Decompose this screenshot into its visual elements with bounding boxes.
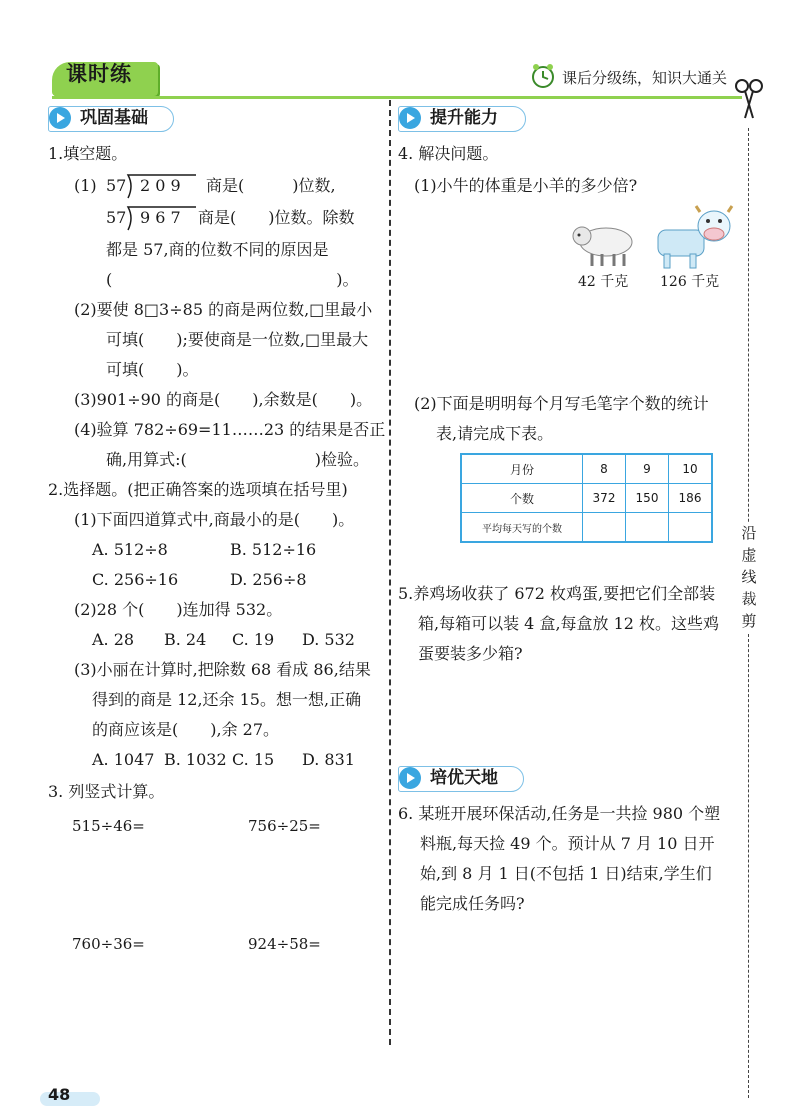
division-dividend: 2 0 9 <box>140 176 181 195</box>
sheep-weight: 42 千克 <box>578 274 629 290</box>
q2-p3-b: 得到的商是 12,还余 15。想一想,正确 <box>92 690 362 709</box>
stats-table <box>460 453 713 543</box>
q6-line: 6. 某班开展环保活动,任务是一共捡 980 个塑 <box>398 804 721 823</box>
q1-p2-a: (2)要使 8□3÷85 的商是两位数,□里最小 <box>74 300 373 319</box>
q1-p3: (3)901÷90 的商是( ),余数是( )。 <box>74 390 373 409</box>
table-header-cell: 个数 <box>461 484 583 513</box>
table-header-cell: 平均每天写的个数 <box>461 513 583 543</box>
q1-p2-b: 可填( );要使商是一位数,□里最大 <box>106 330 369 349</box>
table-cell: 8 <box>583 454 626 484</box>
table-cell: 150 <box>626 484 669 513</box>
q2-p3-a: (3)小丽在计算时,把除数 68 看成 86,结果 <box>74 660 371 679</box>
q4-p1: (1)小牛的体重是小羊的多少倍? <box>414 176 638 195</box>
q1-p1-num: (1) <box>74 176 97 195</box>
table-row <box>461 513 712 543</box>
sheep-image <box>568 218 638 268</box>
table-row <box>461 454 712 484</box>
table-header-cell: 月份 <box>461 454 583 484</box>
q5-line: 5.养鸡场收获了 672 枚鸡蛋,要把它们全部装 <box>398 584 716 603</box>
calc-item: 760÷36= <box>72 935 145 953</box>
q5-line: 蛋要装多少箱? <box>418 644 523 663</box>
table-cell-empty[interactable] <box>626 513 669 543</box>
q5-line: 箱,每箱可以装 4 盒,每盒放 12 枚。这些鸡 <box>418 614 720 633</box>
q1-p4-b: 确,用算式:( )检验。 <box>106 450 369 469</box>
option: B. 1032 <box>164 750 227 769</box>
table-row <box>461 484 712 513</box>
q1-p1-d: ( )。 <box>106 270 359 289</box>
section-title: 提升能力 <box>430 108 498 128</box>
section-title: 培优天地 <box>430 768 498 788</box>
option: D. 256÷8 <box>230 570 307 589</box>
option: C. 19 <box>232 630 275 649</box>
q1-p1-c: 都是 57,商的位数不同的原因是 <box>106 240 329 259</box>
table-cell-empty[interactable] <box>669 513 713 543</box>
scissors-icon <box>734 78 764 122</box>
header-slogan: 课后分级练，知识大通关 <box>562 69 728 87</box>
option: C. 256÷16 <box>92 570 179 589</box>
q2-title: 2.选择题。(把正确答案的选项填在括号里) <box>48 480 348 499</box>
clock-icon <box>530 62 556 90</box>
header-rule <box>52 96 742 99</box>
division-divisor: 57 <box>106 176 127 195</box>
option: B. 512÷16 <box>230 540 317 559</box>
q6-line: 料瓶,每天捡 49 个。预计从 7 月 10 日开 <box>420 834 715 853</box>
cow-weight: 126 千克 <box>660 274 720 290</box>
q1-title: 1.填空题。 <box>48 144 128 163</box>
page-title: 课时练 <box>66 62 132 86</box>
table-cell: 186 <box>669 484 713 513</box>
table-cell: 9 <box>626 454 669 484</box>
option: A. 1047 <box>92 750 155 769</box>
q4-p2-b: 表,请完成下表。 <box>436 424 554 443</box>
option: C. 15 <box>232 750 275 769</box>
division-dividend: 9 6 7 <box>140 208 181 227</box>
calc-item: 924÷58= <box>248 935 321 953</box>
column-divider <box>389 100 391 1045</box>
page-number: 48 <box>48 1085 71 1104</box>
cow-image <box>650 204 738 270</box>
table-cell-empty[interactable] <box>583 513 626 543</box>
q2-p2: (2)28 个( )连加得 532。 <box>74 600 283 619</box>
q1-p4-a: (4)验算 782÷69=11……23 的结果是否正 <box>74 420 386 439</box>
q1-p2-c: 可填( )。 <box>106 360 199 379</box>
table-cell: 372 <box>583 484 626 513</box>
option: B. 24 <box>164 630 207 649</box>
q2-p3-c: 的商应该是( ),余 27。 <box>92 720 280 739</box>
calc-item: 515÷46= <box>72 817 145 835</box>
q1-p1-b: 商是( )位数。除数 <box>198 208 355 227</box>
division-divisor: 57 <box>106 208 127 227</box>
q6-line: 始,到 8 月 1 日(不包括 1 日)结束,学生们 <box>420 864 712 883</box>
option: D. 532 <box>302 630 355 649</box>
section-title: 巩固基础 <box>80 108 148 128</box>
option: D. 831 <box>302 750 355 769</box>
q4-p2-a: (2)下面是明明每个月写毛笔字个数的统计 <box>414 394 709 413</box>
q1-p1-a: 商是( )位数, <box>206 176 336 195</box>
cut-hint: 沿虚线裁剪 <box>741 524 757 630</box>
q2-p1: (1)下面四道算式中,商最小的是( )。 <box>74 510 355 529</box>
q3-title: 3. 列竖式计算。 <box>48 782 165 801</box>
q4-title: 4. 解决问题。 <box>398 144 499 163</box>
q6-line: 能完成任务吗? <box>420 894 525 913</box>
table-cell: 10 <box>669 454 713 484</box>
option: A. 28 <box>92 630 135 649</box>
option: A. 512÷8 <box>92 540 168 559</box>
calc-item: 756÷25= <box>248 817 321 835</box>
